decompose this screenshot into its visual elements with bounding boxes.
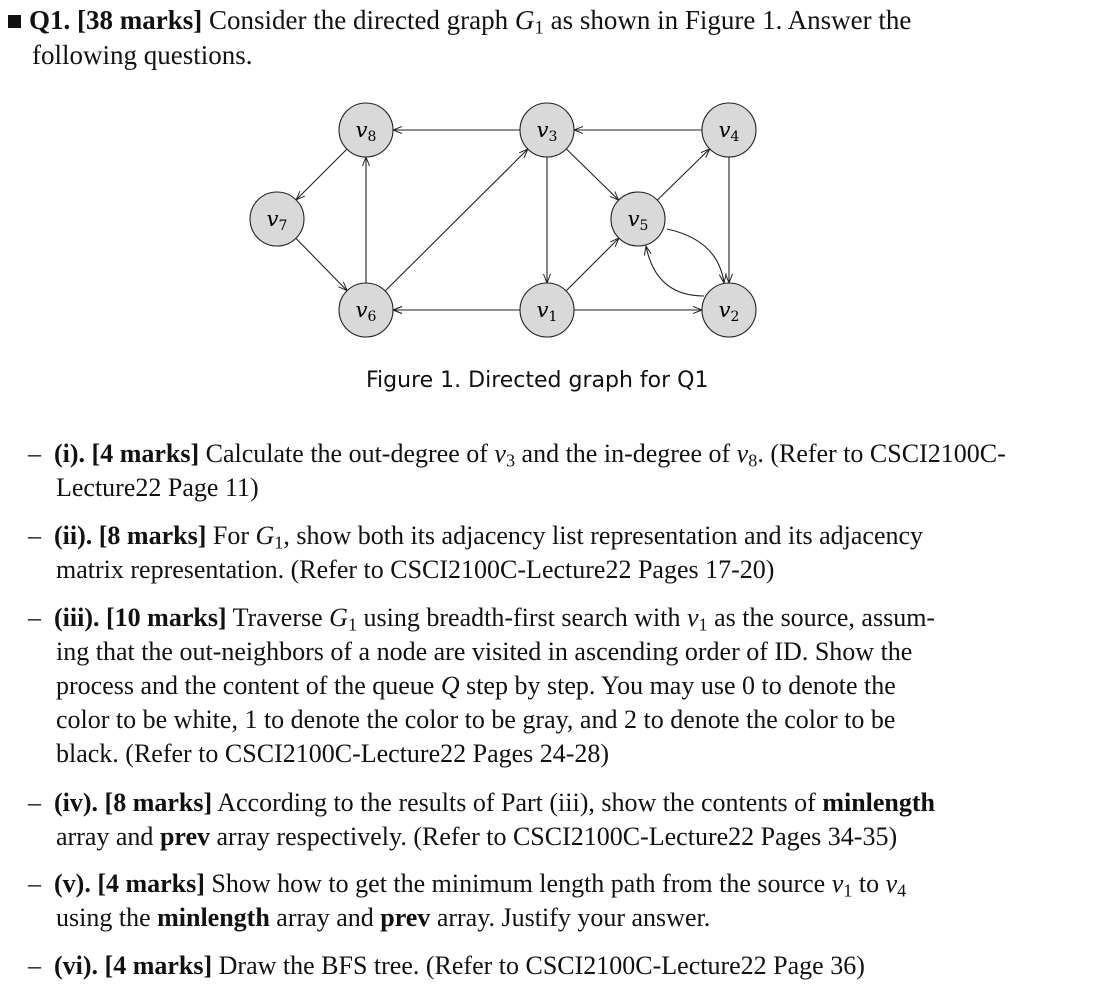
part-vi-label: (vi). xyxy=(54,951,99,980)
part-iii-line-5: black. (Refer to CSCI2100C-Lecture22 Pages 24-28) xyxy=(56,739,610,768)
part-v-prev: prev xyxy=(380,903,431,932)
part-iii-line-4: color to be white, 1 to denote the color to be gray, and 2 to denote the color to be xyxy=(56,705,896,734)
directed-graph-figure xyxy=(0,0,1114,400)
part-v-line-2a: using the xyxy=(56,903,151,932)
figure-caption: Figure 1. Directed graph for Q1 xyxy=(366,368,709,393)
part-ii-text: For xyxy=(212,521,249,550)
queue-symbol: Q xyxy=(440,671,460,700)
part-vi: – (vi). [4 marks] Draw the BFS tree. (Refer to CSCI2100C-Lecture22 Page 36) xyxy=(28,951,865,980)
node-label: v6 xyxy=(355,298,377,325)
edge-v1-to-v5 xyxy=(566,238,619,291)
edge-v5-to-v2 xyxy=(667,229,724,283)
intro-text: Consider the directed graph xyxy=(209,5,509,35)
part-v-line-2b: array and xyxy=(276,903,374,932)
edge-v5-to-v4 xyxy=(657,149,709,200)
node-label: v7 xyxy=(266,207,288,234)
part-v-line-2c: array. Justify your answer. xyxy=(436,903,711,932)
part-iii-var: v xyxy=(687,603,699,632)
part-iii-line-3 xyxy=(28,669,1098,703)
part-v-minlength: minlength xyxy=(157,903,270,932)
node-v8 xyxy=(339,103,393,157)
part-iii-line-2: ing that the out-neighbors of a node are visited in ascending order of ID. Show the xyxy=(56,637,913,666)
part-i-var-2: v xyxy=(736,439,749,468)
part-iv-line-2b: array respectively. (Refer to CSCI2100C-Lecture22 Pages 34-35) xyxy=(216,822,898,851)
part-ii-graph: G xyxy=(255,521,275,550)
part-iii-label: (iii). xyxy=(54,603,100,632)
part-ii-line-2: matrix representation. (Refer to CSCI2100C-Lecture22 Pages 17-20) xyxy=(56,555,775,584)
part-i-text: Calculate the out-degree of xyxy=(205,439,488,468)
part-iii-graph: G xyxy=(329,603,348,632)
node-label: v4 xyxy=(718,118,740,145)
part-i: – (i). [4 marks] Calculate the out-degree of $v_3$ and the in-degree of $v_8$. (Refer to CSCI2100C- Lecture22 Page 11) xyxy=(28,437,1098,505)
intro-text-suffix: as shown in Figure 1. Answer the xyxy=(550,5,912,35)
part-iv-marks: [8 marks] xyxy=(104,788,213,817)
node-v3 xyxy=(520,103,574,157)
question-number: Q1. xyxy=(29,5,71,35)
part-iv-text: According to the results of Part (iii), show the contents of xyxy=(217,788,816,817)
node-label: v8 xyxy=(355,118,377,145)
part-v-text-2: to xyxy=(858,869,880,898)
part-v-text: Show how to get the minimum length path from the source xyxy=(211,869,826,898)
part-ii-label: (ii). xyxy=(54,521,93,550)
nodes-layer xyxy=(250,103,756,337)
part-ii-marks: [8 marks] xyxy=(98,521,207,550)
part-iv-line-2 xyxy=(28,820,1098,854)
part-iii-text-2: using breadth-first search with xyxy=(363,603,681,632)
part-iv-label: (iv). xyxy=(54,788,99,817)
part-iv-prev: prev xyxy=(159,822,211,851)
node-label: v5 xyxy=(627,207,649,234)
graph-subscript: 1 xyxy=(534,17,544,39)
part-i-label: (i). xyxy=(54,439,86,468)
part-v-line-2 xyxy=(28,901,1098,935)
part-v-sub-a: 1 xyxy=(843,880,853,901)
node-v4 xyxy=(702,103,756,157)
intro-line-2: following questions. xyxy=(32,40,253,70)
part-iii-sub: 1 xyxy=(347,614,358,635)
node-v7 xyxy=(250,192,304,246)
part-iii-line-3a: process and the content of the queue xyxy=(56,671,435,700)
edge-v7-to-v6 xyxy=(296,238,347,290)
part-iii-line-3b: step by step. You may use 0 to denote the xyxy=(466,671,896,700)
part-iii-text-3: as the source, assum- xyxy=(714,603,936,632)
node-label: v2 xyxy=(718,298,740,325)
part-i-sub: 3 xyxy=(505,450,516,471)
node-label: v1 xyxy=(536,298,558,325)
part-iv-minlength: minlength xyxy=(822,788,936,817)
part-v-sub-b: 4 xyxy=(897,880,907,901)
part-iii-text: Traverse xyxy=(232,603,323,632)
part-vi-text: Draw the BFS tree. (Refer to CSCI2100C-Lecture22 Page 36) xyxy=(218,951,865,980)
part-iii-marks: [10 marks] xyxy=(106,603,227,632)
node-label: v3 xyxy=(536,118,558,145)
node-v2 xyxy=(702,283,756,337)
question-marks: [38 marks] xyxy=(77,5,203,35)
part-v-label: (v). xyxy=(54,869,91,898)
part-i-var: v xyxy=(494,439,506,468)
part-v-var-b: v xyxy=(885,869,898,898)
part-v-marks: [4 marks] xyxy=(97,869,205,898)
part-iv-line-2a: array and xyxy=(56,822,154,851)
part-vi-marks: [4 marks] xyxy=(104,951,213,980)
part-v: – (v). [4 marks] Show how to get the minimum length path from the source $v_1$ to $v_4$ using the minlength array and prev array. Justify your answer. xyxy=(28,867,1098,935)
node-v6 xyxy=(339,283,393,337)
part-i-text-3: . (Refer to CSCI2100C- xyxy=(757,439,1006,468)
edge-v8-to-v7 xyxy=(296,149,347,200)
part-v-var-a: v xyxy=(831,869,844,898)
edge-v6-to-v3 xyxy=(385,149,528,291)
part-i-marks: [4 marks] xyxy=(91,439,200,468)
part-iii: – (iii). [10 marks] Traverse $G_1$ using breadth-first search with $v_1$ as the source, assum- ing that the out-neighbors of a node are visited in ascending order of ID. Show the process and the content of the queue Q step by step. You may use 0 to denote the color to be white, 1 to denote the color to be gray, and 2 to denote the color to be black. (Refer to CSCI2100C-Lecture22 Pages 24-28) xyxy=(28,601,1098,771)
part-ii: – (ii). [8 marks] For $G_1$, show both its adjacency list representation and its adjacency matrix representation. (Refer to CSCI2100C-Lecture22 Pages 17-20) xyxy=(28,519,1098,587)
node-v5 xyxy=(611,192,665,246)
part-ii-sub: 1 xyxy=(274,532,284,553)
part-iii-var-sub: 1 xyxy=(698,614,708,635)
part-i-sub-2: 8 xyxy=(748,450,758,471)
node-v1 xyxy=(520,283,574,337)
part-i-line-2: Lecture22 Page 11) xyxy=(56,473,259,502)
edge-v2-to-v5 xyxy=(646,246,704,296)
part-ii-text-2: , show both its adjacency list representation and its adjacency xyxy=(283,521,924,550)
graph-symbol: G xyxy=(514,5,535,35)
edge-v3-to-v5 xyxy=(566,149,618,200)
part-iv: – (iv). [8 marks] According to the results of Part (iii), show the contents of minlength array and prev array respectively. (Refer to CSCI2100C-Lecture22 Pages 34-35) xyxy=(28,786,1098,854)
part-i-text-2: and the in-degree of xyxy=(521,439,731,468)
